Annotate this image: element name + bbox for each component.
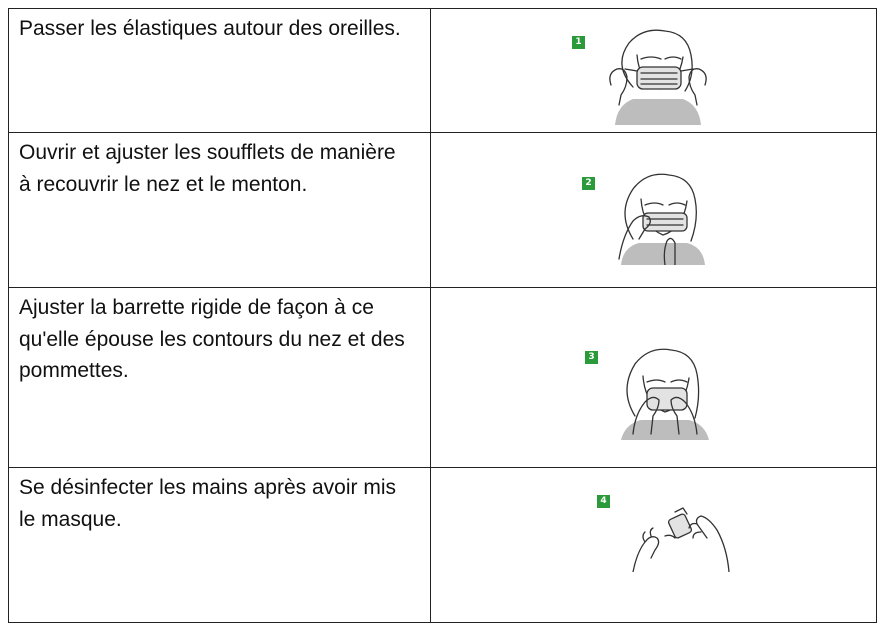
step-illustration-cell [431, 288, 877, 468]
step-3-badge: 3 [585, 351, 598, 364]
step-4-illustration-icon [631, 506, 731, 572]
step-2-illustration-icon [613, 169, 713, 265]
step-text-cell [9, 9, 431, 133]
step-text-cell [9, 288, 431, 468]
step-1-illustration-icon [603, 25, 713, 125]
step-row-4 [9, 468, 877, 623]
step-text-cell [9, 133, 431, 288]
step-illustration-cell [431, 9, 877, 133]
step-1-text: Passer les élastiques autour des oreilles. [19, 17, 401, 40]
step-2-badge: 2 [582, 177, 595, 190]
instructions-table [8, 8, 877, 623]
step-3-text: Ajuster la barrette rigide de façon à ce qu'elle épouse les contours du nez et des pommettes. [19, 296, 405, 382]
step-row-2 [9, 133, 877, 288]
step-4-badge: 4 [597, 495, 610, 508]
step-2-text: Ouvrir et ajuster les soufflets de manière à recouvrir le nez et le menton. [19, 141, 396, 196]
step-row-1 [9, 9, 877, 133]
step-text-cell [9, 468, 431, 623]
step-row-3 [9, 288, 877, 468]
step-1-badge: 1 [572, 36, 585, 49]
step-illustration-cell [431, 468, 877, 623]
step-illustration-cell [431, 133, 877, 288]
step-3-illustration-icon [615, 344, 715, 440]
step-4-text: Se désinfecter les mains après avoir mis le masque. [19, 476, 396, 531]
